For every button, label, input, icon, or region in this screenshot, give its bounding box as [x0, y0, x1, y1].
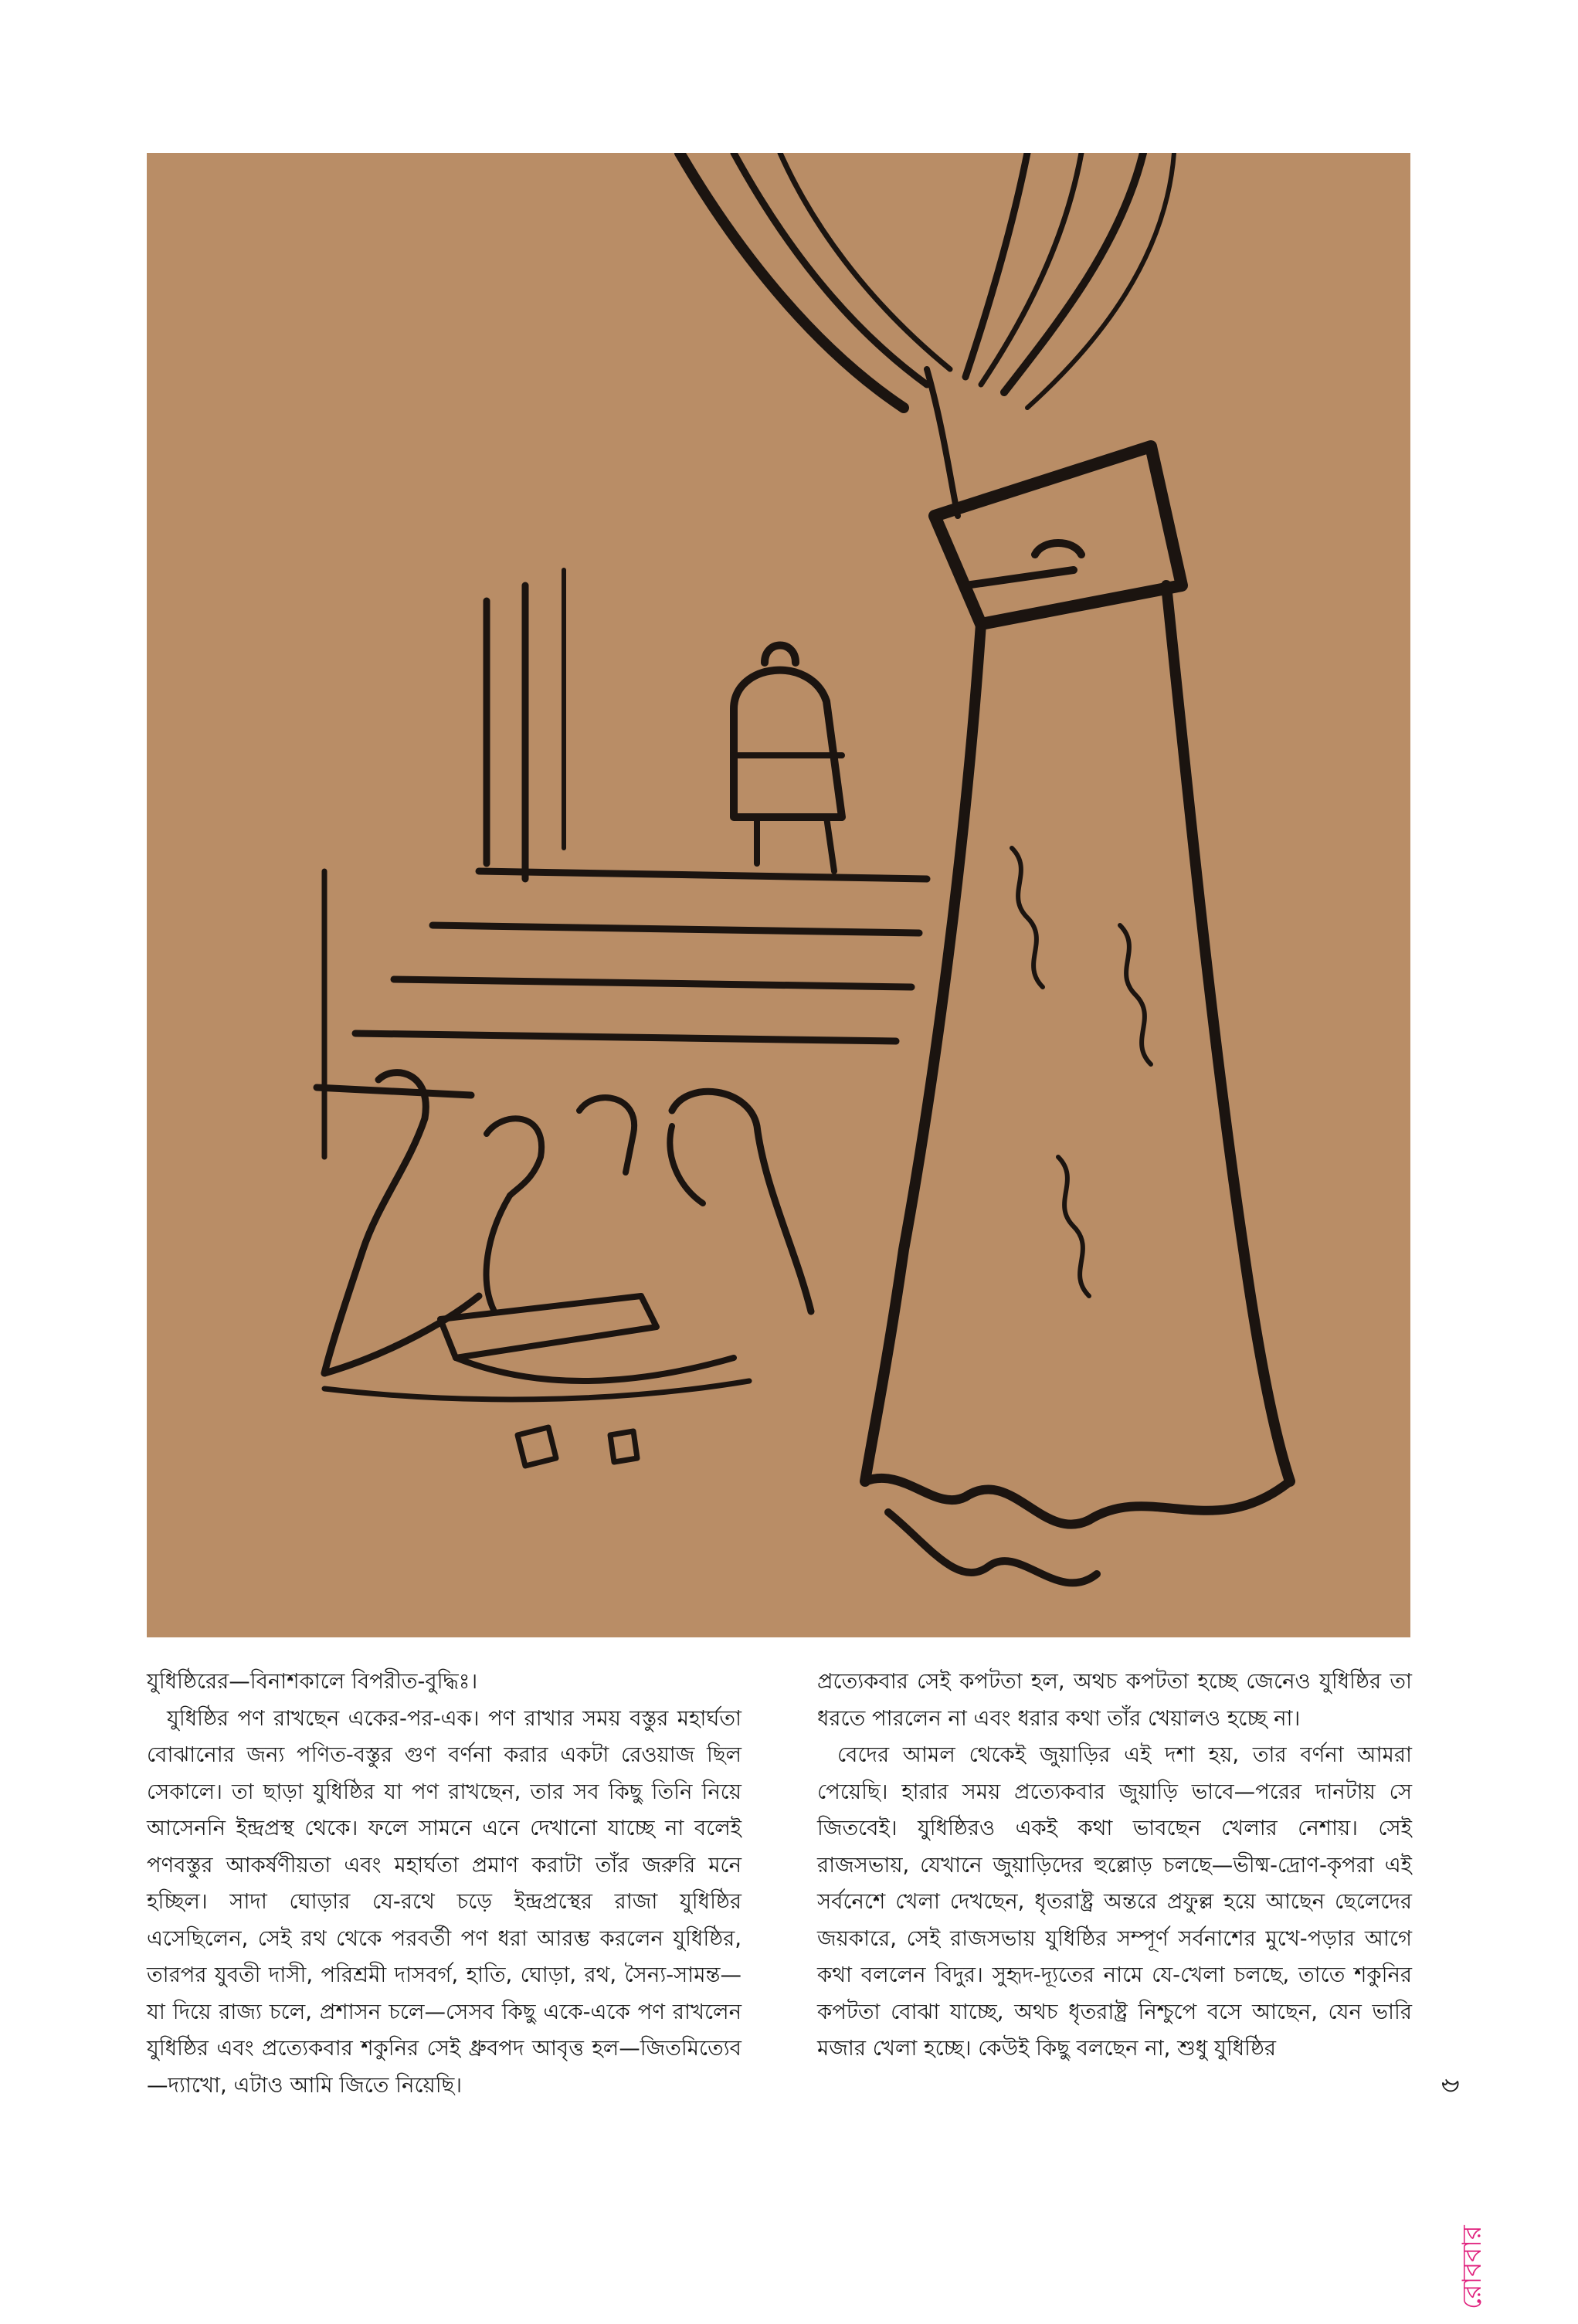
pillar-shaft: [1166, 585, 1290, 1481]
dice-board: [440, 1296, 657, 1358]
figure: [324, 1073, 426, 1373]
page-number: ৫: [1434, 2076, 1466, 2095]
text-column-left: [147, 1664, 741, 2104]
figure: [487, 1118, 541, 1196]
figure: [670, 1126, 703, 1203]
step: [394, 979, 911, 987]
step: [479, 871, 927, 879]
pillar-capital: [935, 446, 1182, 624]
dice: [610, 1431, 637, 1462]
curtain-fold: [927, 369, 958, 516]
figure-shadow: [324, 1381, 749, 1399]
paragraph: যুধিষ্ঠিরের—বিনাশকালে বিপরীত-বুদ্ধিঃ।: [147, 1669, 478, 1694]
figure: [487, 1196, 510, 1311]
step: [355, 1033, 896, 1041]
step: [433, 925, 919, 933]
figure: [579, 1098, 634, 1172]
dice: [518, 1427, 556, 1466]
pillar-capital-detail: [1035, 543, 1081, 555]
curtain-fold: [680, 153, 904, 408]
paragraph: বেদের আমল থেকেই জুয়াড়ির এই দশা হয়, তার বর্ণনা আমরা পেয়েছি। হারার সময় প্রত্যেকবার জুয়াড়ি ভাবে—পরের দানটায় সে জিতবেই। যুধিষ্ঠিরও একই কথা ভাবছেন খেলার নেশায়। সেই রাজসভায়, যেখানে জুয়াড়িদের হুল্লোড় চলছে—ভীষ্ম-দ্রোণ-কৃপরা এই সর্বনেশে খেলা দেখছেন, ধৃতরাষ্ট্র অন্তরে প্রফুল্ল হয়ে আছেন ছেলেদের জয়কারে, সেই রাজসভায় যুধিষ্ঠির সম্পূর্ণ সর্বনাশের মুখে-পড়ার আগে কথা বললেন বিদুর। সুহৃদ-দ্যূতের নামে যে-খেলা চলছে, তাতে শকুনির কপটতা বোঝা যাচ্ছে, অথচ ধৃতরাষ্ট্র নিশ্চুপে বসে আছেন, যেন ভারি মজার খেলা হচ্ছে। কেউই কিছু বলছেন না, শুধু যুধিষ্ঠির: [817, 1742, 1412, 2061]
curtain-fold: [1027, 153, 1174, 408]
illustration: [147, 153, 1410, 1637]
paragraph: যুধিষ্ঠির পণ রাখছেন একের-পর-এক। পণ রাখার সময় বস্তুর মহার্ঘতা বোঝানোর জন্য পণিত-বস্তুর গুণ বর্ণনা করার একটা রেওয়াজ ছিল সেকালে। তা ছাড়া যুধিষ্ঠির যা পণ রাখছেন, তার সব কিছু তিনি নিয়ে আসেননি ইন্দ্রপ্রস্থ থেকে। ফলে সামনে এনে দেখানো যাচ্ছে না বলেই পণবস্তুর আকর্ষণীয়তা এবং মহার্ঘতা প্রমাণ করাটা তাঁর জরুরি মনে হচ্ছিল। সাদা ঘোড়ার যে-রথে চড়ে ইন্দ্রপ্রস্থের রাজা যুধিষ্ঠির এসেছিলেন, সেই রথ থেকে পরবর্তী পণ ধরা আরম্ভ করলেন যুধিষ্ঠির, তারপর যুবতী দাসী, পরিশ্রমী দাসবর্গ, হাতি, ঘোড়া, রথ, সৈন্য-সামন্ত—যা দিয়ে রাজ্য চলে, প্রশাসন চলে—সেসব কিছু একে-একে পণ রাখলেন যুধিষ্ঠির এবং প্রত্যেকবার শকুনির সেই ধ্রুবপদ আবৃত্ত হল—জিতমিত্যেব—দ্যাখো, এটাও আমি জিতে নিয়েছি।: [147, 1705, 741, 2098]
magazine-name: রোববার: [1457, 2225, 1488, 2309]
throne: [765, 646, 796, 663]
paragraph: প্রত্যেকবার সেই কপটতা হল, অথচ কপটতা হচ্ছে জেনেও যুধিষ্ঠির তা ধরতে পারলেন না এবং ধরার কথা তাঁর খেয়ালও হচ্ছে না।: [817, 1669, 1412, 1731]
pillar-ornament: [1012, 848, 1043, 987]
dice-board: [456, 1358, 734, 1381]
pillar-ornament: [1058, 1157, 1089, 1296]
pillar-capital-detail: [965, 570, 1074, 585]
figure: [672, 1091, 811, 1311]
pillar-shaft: [865, 624, 981, 1481]
curtain-fold: [965, 153, 1027, 377]
ink-drawing: [147, 153, 1410, 1637]
pillar-ornament: [1120, 925, 1151, 1064]
throne: [734, 670, 842, 817]
pillar-base: [865, 1478, 1290, 1525]
page-footer: [1434, 2054, 1488, 2309]
text-column-right: [817, 1664, 1412, 2068]
step: [317, 1087, 471, 1095]
